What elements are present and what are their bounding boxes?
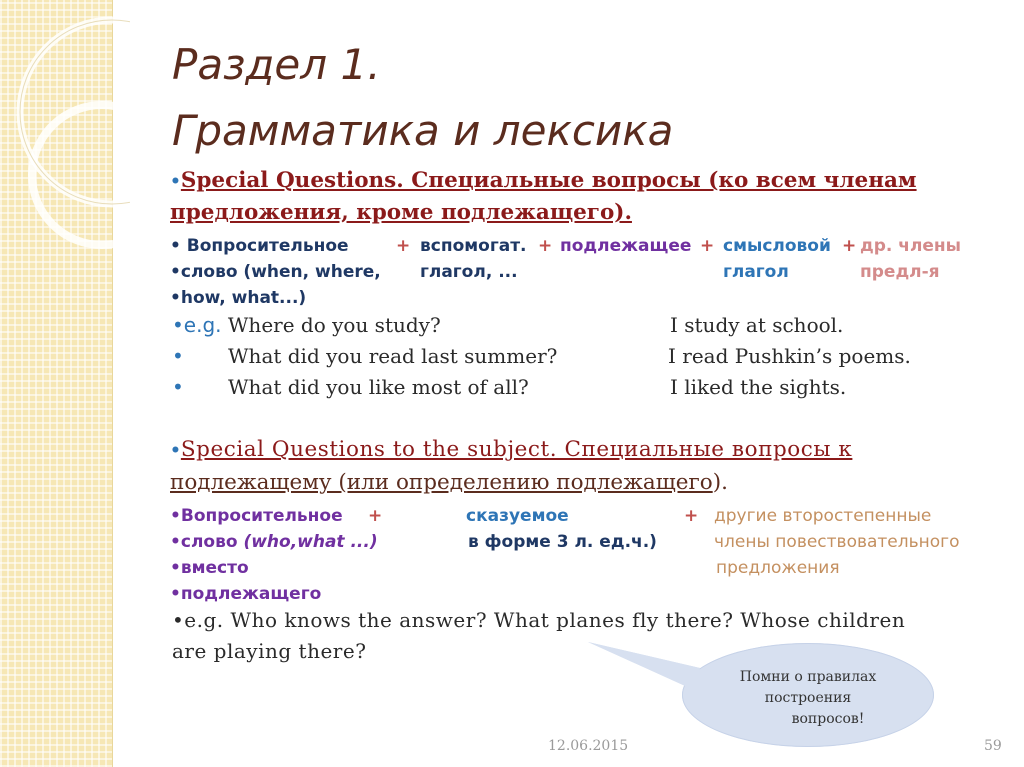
formula1-plus-1: +: [396, 236, 411, 256]
formula2-plus-1: +: [368, 506, 383, 526]
speech-bubble-text: Помни о правилах построения вопросов!: [739, 669, 877, 727]
formula1-auxiliary: вспомогат.: [420, 236, 527, 256]
formula2-question-word: •Вопросительное: [170, 506, 343, 526]
footer-date: 12.06.2015: [548, 738, 629, 754]
formula2-predicate: сказуемое: [466, 506, 569, 526]
section1-heading-line2: предложения, кроме подлежащего).: [170, 200, 632, 225]
formula2-instead-of: •вместо: [170, 558, 249, 578]
slide-title-line1: Раздел 1.: [172, 40, 381, 89]
section2-heading-line2: подлежащему (или определению подлежащего: [170, 470, 713, 495]
formula2-sentence: предложения: [716, 558, 840, 578]
formula1-subject: подлежащее: [560, 236, 692, 256]
formula1-verb-label: глагол, ...: [420, 262, 518, 282]
section1-heading: •Special Questions. Специальные вопросы (ко всем членам: [170, 168, 917, 193]
example3-question: • What did you like most of all?: [172, 375, 529, 399]
formula1-question-word-examples: •how, what...): [170, 288, 307, 308]
formula2-plus-2: +: [684, 506, 699, 526]
example1-question: •e.g. Where do you study?: [172, 313, 441, 337]
formula1-plus-4: +: [842, 236, 857, 256]
formula1-main-verb-label: глагол: [723, 262, 789, 282]
section2-example-line2: are playing there?: [172, 639, 367, 663]
formula2-secondary-members: другие второстепенные: [714, 506, 932, 526]
formula1-plus-2: +: [538, 236, 553, 256]
example3-answer: I liked the sights.: [670, 375, 847, 399]
formula1-question-word-cont: •слово (when, where,: [170, 262, 381, 282]
section2-heading-line1: Special Questions to the subject. Специальные вопросы к: [180, 437, 853, 462]
formula1-main-verb: смысловой: [723, 236, 831, 256]
formula2-word: •слово (who,what ...): [170, 532, 378, 552]
section2-heading-line2-wrap: подлежащему (или определению подлежащего).: [170, 470, 728, 495]
formula2-subject: •подлежащего: [170, 584, 322, 604]
section1-heading-line1: Special Questions. Специальные вопросы (ко всем членам: [180, 168, 917, 193]
formula1-other-members: др. члены: [860, 236, 962, 256]
formula1-plus-3: +: [700, 236, 715, 256]
example1-answer: I study at school.: [670, 313, 844, 337]
formula1-sentence-label: предл-я: [860, 262, 940, 282]
section2-heading: •Special Questions to the subject. Специальные вопросы к: [170, 437, 853, 462]
formula1-question-word: • Вопросительное: [170, 236, 349, 256]
formula2-narrative-members: члены повествовательного: [714, 532, 960, 552]
footer-page-number: 59: [984, 738, 1002, 754]
slide-title-line2: Грамматика и лексика: [172, 106, 674, 155]
example2-answer: I read Pushkin’s poems.: [668, 344, 911, 368]
formula2-predicate-form: в форме 3 л. ед.ч.): [468, 532, 657, 552]
section2-example-line1: •e.g. Who knows the answer? What planes fly there? Whose children: [172, 608, 906, 632]
example2-question: • What did you read last summer?: [172, 344, 558, 368]
